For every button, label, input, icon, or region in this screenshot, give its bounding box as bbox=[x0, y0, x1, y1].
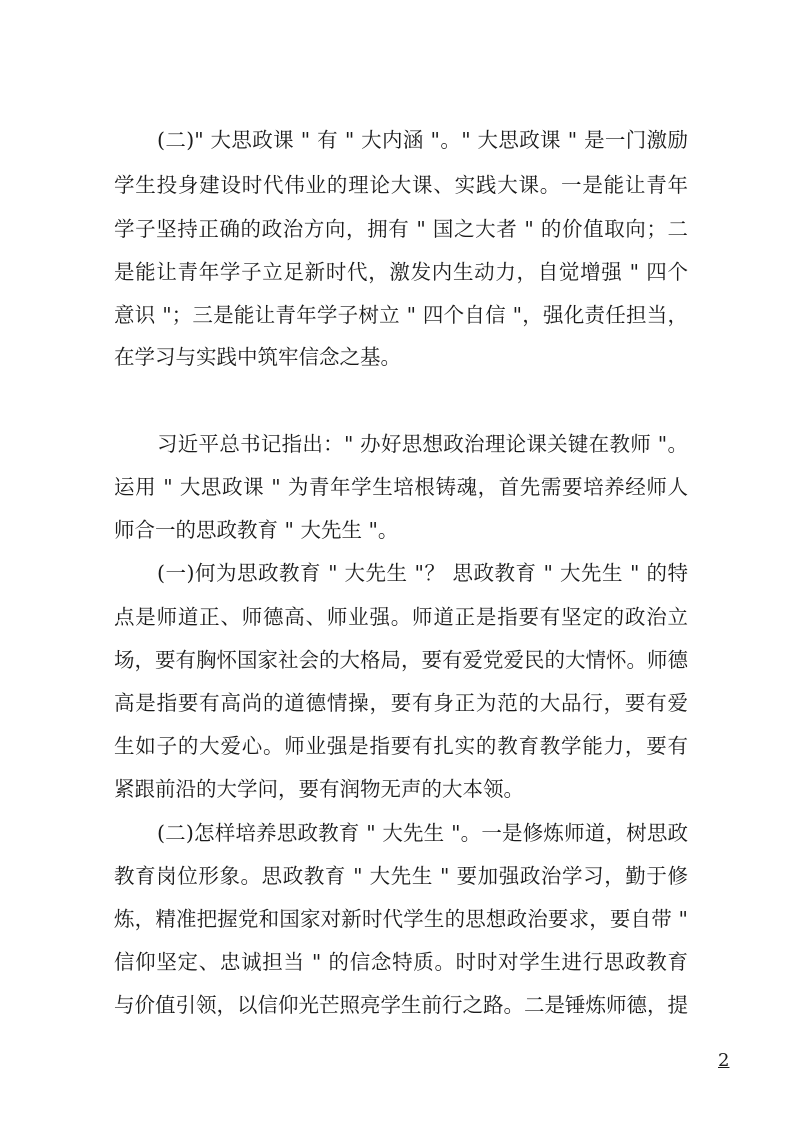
text-line: 炼，精准把握党和国家对新时代学生的思想政治要求，要自带 " bbox=[114, 907, 688, 931]
text-line: 师合一的思政教育 " 大先生 "。 bbox=[114, 518, 399, 542]
page-number: 2 bbox=[718, 1050, 730, 1071]
text-line: (一)何为思政教育 " 大先生 "？ 思政教育 " 大先生 " 的特 bbox=[157, 561, 688, 585]
text-line: 学生投身建设时代伟业的理论大课、实践大课。一是能让青年 bbox=[114, 173, 688, 197]
text-line: (二)怎样培养思政教育 " 大先生 "。一是修炼师道，树思政 bbox=[157, 821, 688, 845]
text-line: 高是指要有高尚的道德情操，要有身正为范的大品行，要有爱 bbox=[114, 691, 688, 715]
text-line: 与价值引领，以信仰光芒照亮学生前行之路。二是锤炼师德，提 bbox=[114, 993, 688, 1017]
text-line: 是能让青年学子立足新时代，激发内生动力，自觉增强 " 四个 bbox=[114, 260, 688, 284]
text-line: 在学习与实践中筑牢信念之基。 bbox=[114, 345, 401, 369]
text-line: 教育岗位形象。思政教育 " 大先生 " 要加强政治学习，勤于修 bbox=[114, 864, 688, 888]
text-line: 点是师道正、师德高、师业强。师道正是指要有坚定的政治立 bbox=[114, 605, 688, 629]
text-line: 场，要有胸怀国家社会的大格局，要有爱党爱民的大情怀。师德 bbox=[114, 648, 688, 672]
text-line: 意识 "；三是能让青年学子树立 " 四个自信 "，强化责任担当， bbox=[114, 303, 688, 327]
text-line: 运用 " 大思政课 " 为青年学生培根铸魂，首先需要培养经师人 bbox=[114, 475, 688, 499]
text-line: 紧跟前沿的大学问，要有润物无声的大本领。 bbox=[114, 777, 524, 801]
text-line: 习近平总书记指出：" 办好思想政治理论课关键在教师 "。 bbox=[157, 432, 688, 456]
text-line: 学子坚持正确的政治方向，拥有 " 国之大者 " 的价值取向；二 bbox=[114, 217, 688, 241]
text-line: 信仰坚定、忠诚担当 " 的信念特质。时时对学生进行思政教育 bbox=[114, 950, 688, 974]
text-line: (二)" 大思政课 " 有 " 大内涵 "。" 大思政课 " 是一门激励 bbox=[157, 128, 688, 152]
text-line: 生如子的大爱心。师业强是指要有扎实的教育教学能力，要有 bbox=[114, 734, 688, 758]
